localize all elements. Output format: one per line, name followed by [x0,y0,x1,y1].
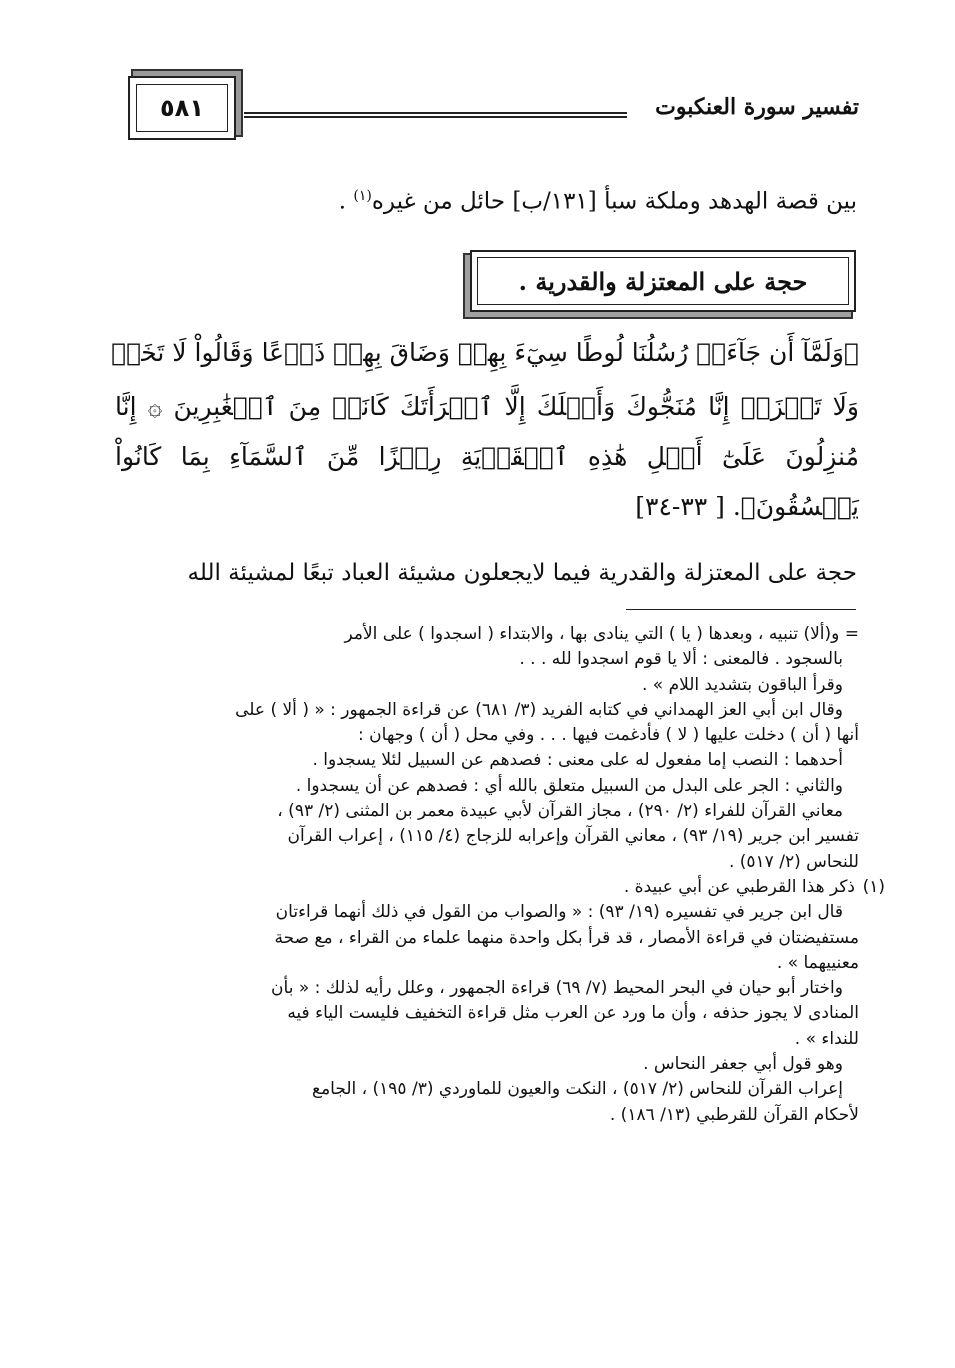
intro-end: . [338,188,354,215]
footnote-1-first-line [115,875,885,900]
footnote-line: إعراب القرآن للنحاس (٢/ ٥١٧) ، النكت والعيون للماوردي (٣/ ١٩٥) ، الجامع [312,1079,843,1100]
section-heading-box [470,250,856,312]
footnote-line: والثاني : الجر على البدل من السبيل متعلق بالله أي : فصدهم عن أن يسجدوا . [295,775,843,796]
footnote-1-text: ذكر هذا القرطبي عن أبي عبيدة . [623,876,855,897]
footnotes [115,622,885,1128]
footnote-line: تفسير ابن جرير (١٩/ ٩٣) ، معاني القرآن وإعرابه للزجاج (٤/ ١١٥) ، إعراب القرآن [287,826,859,847]
footnote-separator [626,609,856,610]
intro-line [97,188,857,215]
footnote-line: = و(ألا) تنبيه ، وبعدها ( يا ) التي ينادى بها ، والابتداء ( اسجدوا ) على الأمر [344,624,859,644]
footnote-ref: (١) [353,188,372,204]
footnote-line: بالسجود . فالمعنى : ألا يا قوم اسجدوا لله . . . [519,649,843,670]
footnote-line: المنادى لا يجوز حذفه ، وأن ما ورد عن العرب مثل قراءة التخفيف فليست الياء فيه [287,1003,859,1024]
page-number-box [128,76,236,140]
quran-line: مُنزِلُونَ عَلَىٰٓ أَهۡلِ هَٰذِهِ ٱلۡقَرۡيَةِ رِجۡزًا مِّنَ ٱلسَّمَآءِ بِمَا كَانُواْ [115,442,859,471]
quran-line: ﴿وَلَمَّآ أَن جَآءَتۡ رُسُلُنَا لُوطًا سِيٓءَ بِهِمۡ وَضَاقَ بِهِمۡ ذَرۡعًا وَقَالُواْ لَا تَخَفۡ [111,338,859,367]
footnote-line: للنحاس (٢/ ٥١٧) . [728,851,859,872]
footnote-line: قال ابن جرير في تفسيره (١٩/ ٩٣) : « والصواب من القول في ذلك أنهما قراءتان [275,902,843,923]
footnote-line: أحدهما : النصب إما مفعول له على معنى : فصدهم عن السبيل لئلا يسجدوا . [312,750,843,771]
quran-line: وَلَا تَحۡزَنۡ إِنَّا مُنَجُّوكَ وَأَهۡلَكَ إِلَّا ٱمۡرَأَتَكَ كَانَتۡ مِنَ ٱلۡغَٰبِرِينَ ۞ إِنَّا [115,392,859,421]
footnote-line: واختار أبو حيان في البحر المحيط (٧/ ٦٩) قراءة الجمهور ، وعلل رأيه لذلك : « بأن [271,978,843,999]
section-heading: حجة على المعتزلة والقدرية . [477,257,849,305]
summary-line: حجة على المعتزلة والقدرية فيما لايجعلون مشيئة العباد تبعًا لمشيئة الله [187,560,857,586]
page-number: ٥٨١ [136,84,228,132]
footnote-line: وهو قول أبي جعفر النحاس . [643,1054,843,1075]
footnote-line: مستفيضتان في قراءة الأمصار ، قد قرأ بكل واحدة منهما علماء من القراء ، مع صحة [274,927,859,948]
footnote-line: معاني القرآن للفراء (٢/ ٢٩٠) ، مجاز القرآن لأبي عبيدة معمر بن المثنى (٢/ ٩٣) ، [277,801,843,822]
footnote-line: معنييهما » . [776,952,859,973]
footnote-line: وقال ابن أبي العز الهمداني في كتابه الفريد (٣/ ٦٨١) عن قراءة الجمهور : « ( ألا ) على [235,699,843,720]
header-rule [244,112,627,118]
footnote-line: أنها ( أن ) دخلت عليها ( لا ) فأدغمت فيها . . . وفي محل ( أن ) وجهان : [358,725,859,746]
footnote-line: لأحكام القرآن للقرطبي (١٣/ ١٨٦) . [609,1104,859,1125]
footnote-line: وقرأ الباقون بتشديد اللام » . [641,674,843,695]
running-title: تفسير سورة العنكبوت [655,94,859,120]
footnote-marker: (١) [862,876,885,897]
intro-text: بين قصة الهدهد وملكة سبأ [١٣١/ب] حائل من غيره [371,188,857,215]
quran-line: يَفۡسُقُونَ﴾. [ ٣٣-٣٤] [635,492,859,521]
footnote-line: للنداء » . [794,1028,859,1049]
